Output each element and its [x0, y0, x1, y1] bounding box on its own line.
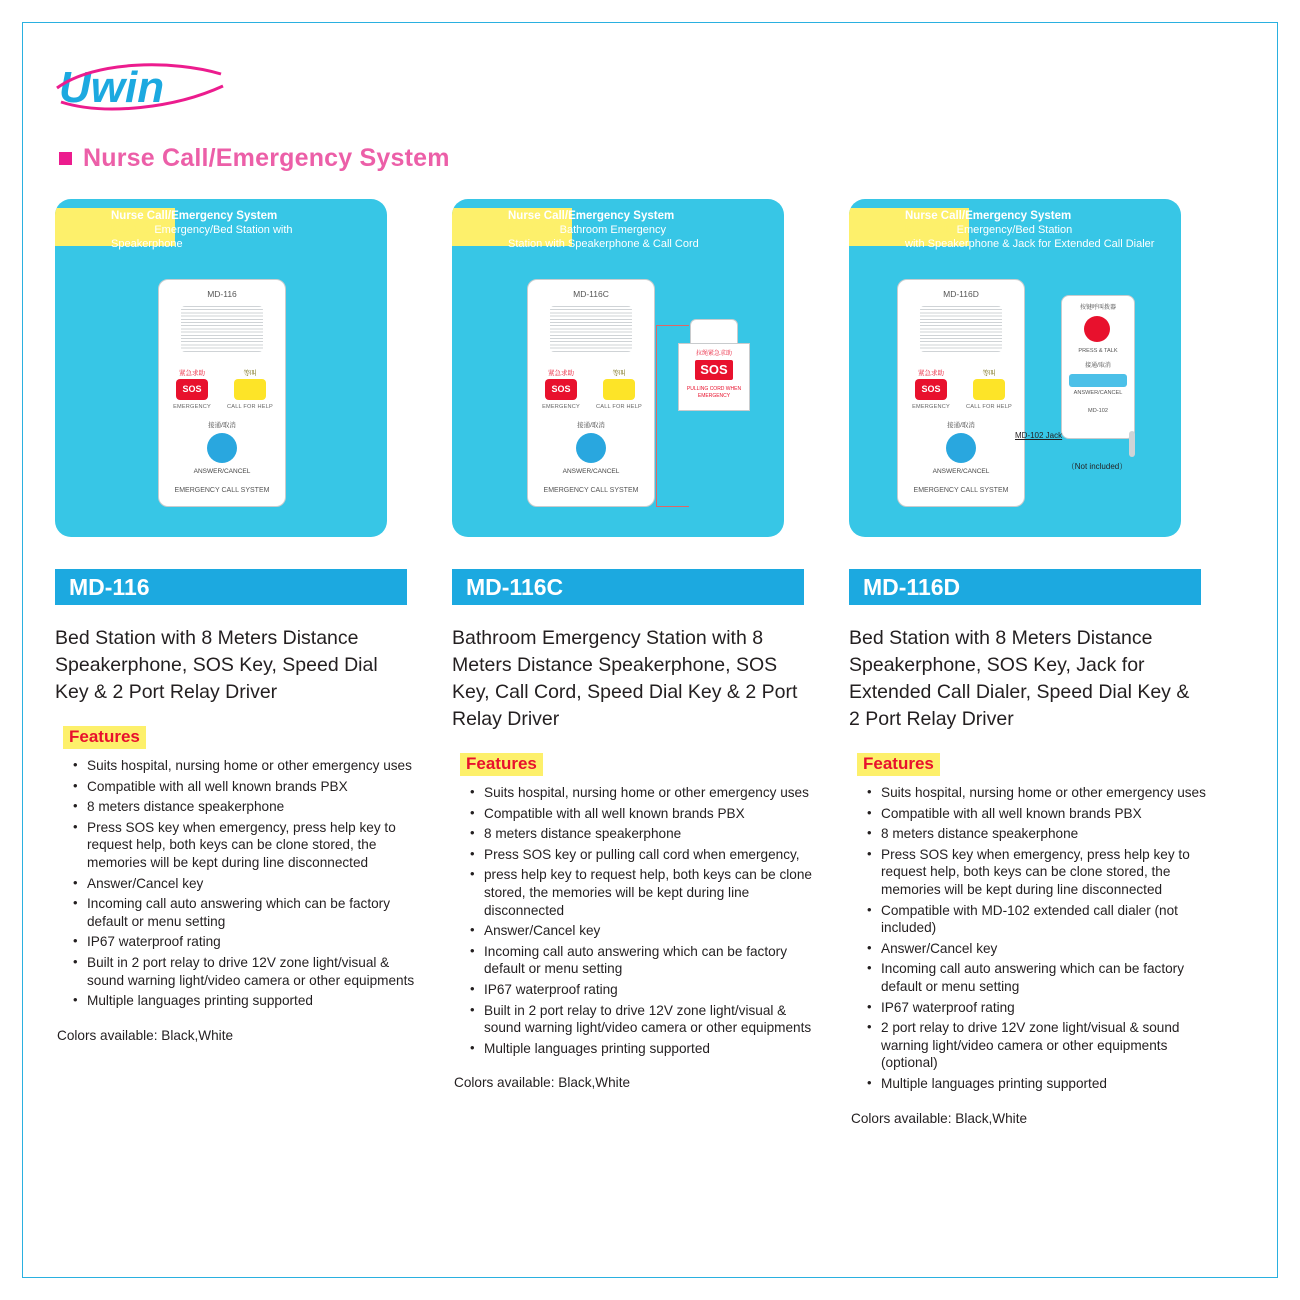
list-item: • 8 meters distance speakerphone [871, 825, 1223, 843]
list-item: • press help key to request help, both keys can be clone stored, the memories will be kept during line disconnected [474, 866, 826, 919]
speaker-grille [181, 306, 263, 352]
card-title [111, 209, 383, 251]
features-list [55, 757, 429, 1010]
dialer-cn-top-label: 按键呼叫拨器 [1079, 305, 1116, 311]
features-title: Features [857, 753, 940, 776]
device-model-label: MD-116C [573, 289, 609, 299]
colors-available: Colors available: Black,White [851, 1110, 1028, 1126]
list-item: • Multiple languages printing supported [474, 1040, 826, 1058]
product-column-md116c [452, 199, 812, 1126]
list-item: • Press SOS key or pulling call cord when emergency, [474, 846, 826, 864]
emergency-en-label: EMERGENCY [542, 404, 580, 410]
list-item: • 2 port relay to drive 12V zone light/visual & sound warning light/video camera or other equipments (optional) [871, 1019, 1223, 1072]
dialer-model-label: MD-102 [1088, 408, 1108, 414]
list-item: • Compatible with all well known brands PBX [474, 805, 826, 823]
help-cn-label: 等叫 [243, 370, 257, 377]
emergency-en-label: EMERGENCY [912, 404, 950, 410]
card-model-suffix: Emergency/Bed Station with [151, 224, 293, 236]
extended-call-dialer [1061, 295, 1135, 439]
colors-available: Colors available: Black,White [454, 1075, 631, 1091]
features-list [849, 784, 1223, 1093]
emergency-cn-label: 紧急求助 [918, 370, 944, 377]
call-cord-box [678, 343, 750, 411]
call-for-help-button[interactable] [234, 379, 266, 400]
list-item: • Compatible with all well known brands PBX [77, 778, 429, 796]
md102-jack-label: MD-102 Jack [1015, 431, 1063, 440]
device-body [158, 279, 286, 507]
answer-cancel-button[interactable] [946, 433, 976, 463]
features-title: Features [460, 753, 543, 776]
card-title-line2: Station with Speakerphone & Call Cord [508, 238, 699, 250]
product-description: Bathroom Emergency Station with 8 Meters Distance Speakerphone, SOS Key, Call Cord, Speed Dial Key & 2 Port Relay Driver [452, 627, 798, 730]
not-included-label: （Not included） [1066, 462, 1128, 471]
call-for-help-en-label: CALL FOR HELP [227, 404, 273, 410]
device-body [527, 279, 655, 507]
sos-button[interactable]: SOS [545, 379, 577, 400]
list-item: • Answer/Cancel key [77, 875, 429, 893]
card-model-suffix: Bathroom Emergency [556, 224, 667, 236]
colors-available: Colors available: Black,White [57, 1027, 234, 1043]
speaker-grille [920, 306, 1002, 352]
device-bottom-text: EMERGENCY CALL SYSTEM [543, 487, 639, 494]
svg-text:Uwin: Uwin [59, 63, 165, 112]
dialer-emergency-button[interactable] [1084, 316, 1110, 342]
product-column-md116d [849, 199, 1206, 1126]
answer-cancel-button[interactable] [207, 433, 237, 463]
help-cn-label: 等叫 [612, 370, 626, 377]
card-title-line1: Nurse Call/Emergency System [508, 210, 675, 222]
list-item: • IP67 waterproof rating [871, 999, 1223, 1017]
speaker-grille [550, 306, 632, 352]
card-title-line2: Speakerphone [111, 238, 183, 250]
product-image-card [55, 199, 387, 537]
card-model: MD-116D [905, 224, 954, 236]
list-item: • Press SOS key when emergency, press help key to request help, both keys can be clone stored, the memories will be kept during line disconnected [77, 819, 429, 872]
emergency-cn-label: 紧急求助 [179, 370, 205, 377]
sos-button[interactable]: SOS [176, 379, 208, 400]
list-item: • Incoming call auto answering which can be factory default or menu setting [474, 943, 826, 978]
card-title-line2: with Speakerphone & Jack for Extended Call Dialer [905, 238, 1155, 250]
list-item: • Compatible with all well known brands PBX [871, 805, 1223, 823]
dialer-answer-cancel-button[interactable] [1069, 374, 1127, 387]
model-bar [849, 569, 1201, 605]
heading-bullet-icon [59, 152, 72, 165]
list-item: • Incoming call auto answering which can be factory default or menu setting [77, 895, 429, 930]
answer-cn-label: 接通/取消 [947, 422, 975, 429]
list-item: • Built in 2 port relay to drive 12V zone light/visual & sound warning light/video camera or other equipments [474, 1002, 826, 1037]
answer-cancel-en-label: ANSWER/CANCEL [193, 468, 251, 475]
features-list [452, 784, 826, 1057]
call-for-help-en-label: CALL FOR HELP [596, 404, 642, 410]
emergency-cn-label: 紧急求助 [548, 370, 574, 377]
call-for-help-en-label: CALL FOR HELP [966, 404, 1012, 410]
emergency-en-label: EMERGENCY [173, 404, 211, 410]
product-column-md116 [55, 199, 415, 1126]
answer-cancel-en-label: ANSWER/CANCEL [932, 468, 990, 475]
product-description: Bed Station with 8 Meters Distance Speakerphone, SOS Key, Jack for Extended Call Dialer, Speed Dial Key & 2 Port Relay Driver [849, 627, 1190, 730]
device-model-label: MD-116D [943, 289, 979, 299]
list-item: • Answer/Cancel key [474, 922, 826, 940]
list-item: • Suits hospital, nursing home or other emergency uses [77, 757, 429, 775]
model-bar [55, 569, 407, 605]
page-title [59, 144, 1245, 173]
list-item: • Compatible with MD-102 extended call dialer (not included) [871, 902, 1223, 937]
product-image-card [452, 199, 784, 537]
device-bottom-text: EMERGENCY CALL SYSTEM [913, 487, 1009, 494]
answer-cn-label: 接通/取消 [208, 422, 236, 429]
list-item: • Multiple languages printing supported [871, 1075, 1223, 1093]
card-title-line1: Nurse Call/Emergency System [111, 210, 278, 222]
help-cn-label: 等叫 [982, 370, 996, 377]
list-item: • Suits hospital, nursing home or other emergency uses [474, 784, 826, 802]
answer-cn-label: 接通/取消 [577, 422, 605, 429]
device-body [897, 279, 1025, 507]
list-item: • Press SOS key when emergency, press help key to request help, both keys can be clone stored, the memories will be kept during line disconnected [871, 846, 1223, 899]
call-cord-sos-button[interactable]: SOS [695, 360, 733, 380]
features-title: Features [63, 726, 146, 749]
answer-cancel-button[interactable] [576, 433, 606, 463]
list-item: • IP67 waterproof rating [77, 933, 429, 951]
card-title [905, 209, 1177, 251]
page-title-text: Nurse Call/Emergency System [83, 144, 450, 172]
product-image-card [849, 199, 1181, 537]
card-model: MD-116C [508, 224, 557, 236]
card-title [508, 209, 780, 251]
sos-button[interactable]: SOS [915, 379, 947, 400]
dialer-cable [1129, 431, 1135, 457]
call-cord-cn-label: 拉绳紧急求助 [695, 351, 732, 357]
list-item: • 8 meters distance speakerphone [474, 825, 826, 843]
list-item: • Multiple languages printing supported [77, 992, 429, 1010]
model-name: MD-116C [466, 573, 564, 600]
model-name: MD-116D [863, 573, 961, 600]
card-title-line1: Nurse Call/Emergency System [905, 210, 1072, 222]
call-cord-en-label: PULLING CORD WHEN EMERGENCY [686, 386, 742, 399]
product-description: Bed Station with 8 Meters Distance Speakerphone, SOS Key, Speed Dial Key & 2 Port Relay Driver [55, 627, 378, 703]
product-columns [55, 199, 1245, 1126]
list-item: • IP67 waterproof rating [474, 981, 826, 999]
device-model-label: MD-116 [207, 289, 237, 299]
list-item: • Suits hospital, nursing home or other emergency uses [871, 784, 1223, 802]
page-content [55, 58, 1245, 1126]
device-bottom-text: EMERGENCY CALL SYSTEM [174, 487, 270, 494]
call-for-help-button[interactable] [603, 379, 635, 400]
list-item: • Answer/Cancel key [871, 940, 1223, 958]
company-logo [55, 58, 225, 120]
dialer-answer-cancel-label: ANSWER/CANCEL [1073, 390, 1123, 396]
list-item: • Incoming call auto answering which can be factory default or menu setting [871, 960, 1223, 995]
model-name: MD-116 [69, 573, 150, 600]
model-bar [452, 569, 804, 605]
dialer-cn-answer-label: 接通/取消 [1085, 363, 1111, 369]
card-model: MD-116 [111, 224, 152, 236]
call-for-help-button[interactable] [973, 379, 1005, 400]
answer-cancel-en-label: ANSWER/CANCEL [562, 468, 620, 475]
dialer-press-talk-label: PRESS & TALK [1078, 348, 1118, 354]
list-item: • Built in 2 port relay to drive 12V zone light/visual & sound warning light/video camera or other equipments [77, 954, 429, 989]
card-model-suffix: Emergency/Bed Station [953, 224, 1073, 236]
list-item: • 8 meters distance speakerphone [77, 798, 429, 816]
